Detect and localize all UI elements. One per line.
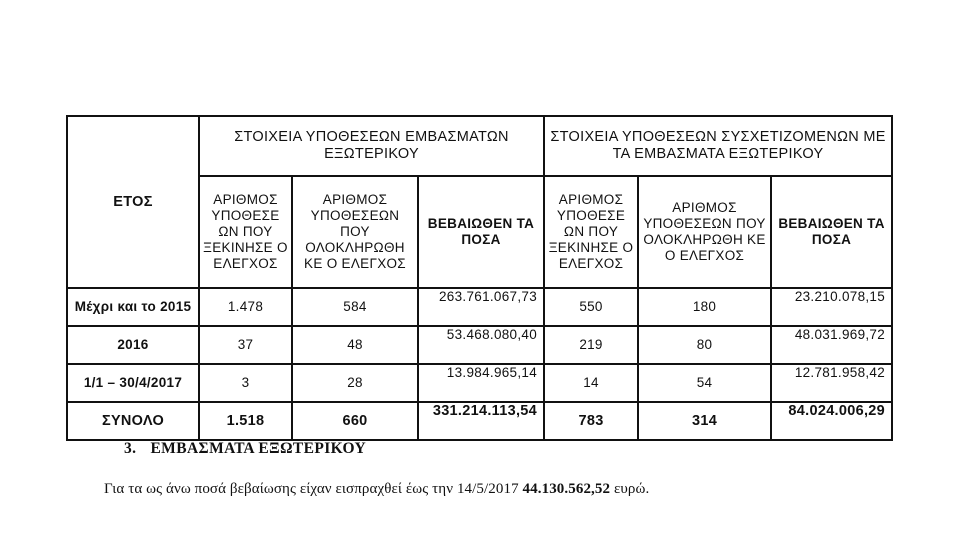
cases-completed-cell: 28 (292, 364, 418, 402)
table-row (67, 288, 892, 326)
year-header: ΕΤΟΣ (67, 116, 199, 288)
total-related-cases-started: 783 (544, 402, 638, 440)
collection-note (104, 481, 649, 498)
subheader-cases-started: ΑΡΙΘΜΟΣ ΥΠΟΘΕΣΕ ΩΝ ΠΟΥ ΞΕΚΙΝΗΣΕ Ο ΕΛΕΓΧΟΣ (199, 176, 292, 288)
certified-amount-cell: 13.984.965,14 (418, 364, 544, 402)
subheader-related-cases-started: ΑΡΙΘΜΟΣ ΥΠΟΘΕΣΕ ΩΝ ΠΟΥ ΞΕΚΙΝΗΣΕ Ο ΕΛΕΓΧΟΣ (544, 176, 638, 288)
related-certified-amount-cell: 12.781.958,42 (771, 364, 892, 402)
section-number: 3. (124, 440, 137, 457)
total-related-cases-completed: 314 (638, 402, 771, 440)
total-cases-completed: 660 (292, 402, 418, 440)
note-suffix: ευρώ. (610, 481, 650, 497)
subheader-certified-amounts: ΒΕΒΑΙΩΘΕΝ ΤΑ ΠΟΣΑ (418, 176, 544, 288)
remittances-table (66, 115, 893, 441)
cases-completed-cell: 48 (292, 326, 418, 364)
total-row (67, 402, 892, 440)
total-label: ΣΥΝΟΛΟ (67, 402, 199, 440)
certified-amount-cell: 53.468.080,40 (418, 326, 544, 364)
total-certified-amount: 331.214.113,54 (418, 402, 544, 440)
year-cell: 1/1 – 30/4/2017 (67, 364, 199, 402)
certified-amount-cell: 263.761.067,73 (418, 288, 544, 326)
subheader-related-cases-completed: ΑΡΙΘΜΟΣ ΥΠΟΘΕΣΕΩΝ ΠΟΥ ΟΛΟΚΛΗΡΩΘΗ ΚΕ Ο ΕΛΕΓΧΟΣ (638, 176, 771, 288)
related-cases-started-cell: 14 (544, 364, 638, 402)
cases-started-cell: 37 (199, 326, 292, 364)
group-header-related-cases: ΣΤΟΙΧΕΙΑ ΥΠΟΘΕΣΕΩΝ ΣΥΣΧΕΤΙΖΟΜΕΝΩΝ ΜΕ ΤΑ ΕΜΒΑΣΜΑΤΑ ΕΞΩΤΕΡΙΚΟΥ (544, 116, 892, 176)
year-cell: Μέχρι και το 2015 (67, 288, 199, 326)
related-cases-started-cell: 219 (544, 326, 638, 364)
cases-completed-cell: 584 (292, 288, 418, 326)
note-amount: 44.130.562,52 (522, 481, 611, 497)
related-cases-completed-cell: 80 (638, 326, 771, 364)
section-heading (124, 440, 366, 458)
total-cases-started: 1.518 (199, 402, 292, 440)
related-cases-completed-cell: 180 (638, 288, 771, 326)
subheader-related-certified-amounts: ΒΕΒΑΙΩΘΕΝ ΤΑ ΠΟΣΑ (771, 176, 892, 288)
group-header-remittance-cases: ΣΤΟΙΧΕΙΑ ΥΠΟΘΕΣΕΩΝ ΕΜΒΑΣΜΑΤΩΝ ΕΞΩΤΕΡΙΚΟΥ (199, 116, 544, 176)
subheader-cases-completed: ΑΡΙΘΜΟΣ ΥΠΟΘΕΣΕΩΝ ΠΟΥ ΟΛΟΚΛΗΡΩΘΗ ΚΕ Ο ΕΛΕΓΧΟΣ (292, 176, 418, 288)
note-prefix: Για τα ως άνω ποσά βεβαίωσης είχαν εισπραχθεί έως την 14/5/2017 (104, 481, 523, 497)
table-row (67, 326, 892, 364)
total-related-certified-amount: 84.024.006,29 (771, 402, 892, 440)
related-cases-completed-cell: 54 (638, 364, 771, 402)
cases-started-cell: 3 (199, 364, 292, 402)
section-title: ΕΜΒΑΣΜΑΤΑ ΕΞΩΤΕΡΙΚΟΥ (150, 440, 367, 457)
related-certified-amount-cell: 48.031.969,72 (771, 326, 892, 364)
year-cell: 2016 (67, 326, 199, 364)
table-row (67, 364, 892, 402)
related-cases-started-cell: 550 (544, 288, 638, 326)
related-certified-amount-cell: 23.210.078,15 (771, 288, 892, 326)
cases-started-cell: 1.478 (199, 288, 292, 326)
